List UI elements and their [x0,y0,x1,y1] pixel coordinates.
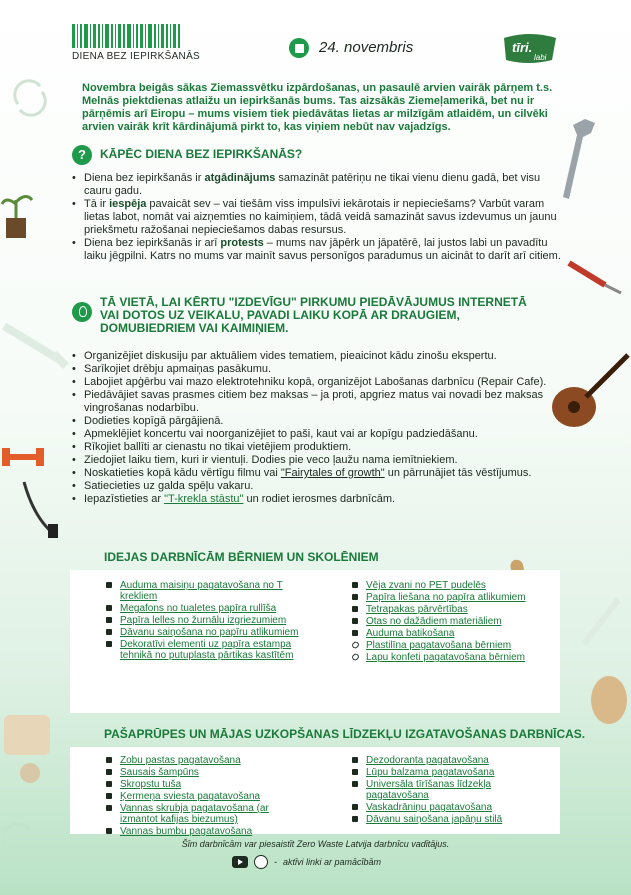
workshop-link[interactable]: Vannas skrubja pagatavošana (ar izmantot kafijas biezumus) [120,803,269,825]
workshop-link[interactable]: Dekoratīvi elementi uz papīra estampa tehnikā no putuplasta pārtikas kastītēm [120,639,294,661]
youtube-icon [106,757,112,763]
youtube-icon [352,816,358,822]
instead-list [72,350,562,506]
workshop-link[interactable]: Zobu pastas pagatavošana [120,755,241,766]
ginger-root-decoration [585,670,631,730]
jump-rope-decoration [14,478,64,538]
link-list-item [106,779,306,790]
lightbulb-icon [72,302,92,322]
youtube-icon [352,630,358,636]
workshop-link[interactable]: Skropstu tuša [120,779,182,790]
link-list-item [106,627,306,638]
link-list-item [106,755,306,766]
youtube-icon [106,828,112,834]
link-list-item [352,802,552,813]
workshop-link[interactable]: Auduma batikošana [366,628,455,639]
link-icon [254,855,268,869]
link-list-item [352,767,552,778]
workshop-link[interactable]: Plastilīna pagatavošana bērniem [366,640,512,651]
youtube-icon [352,769,358,775]
diena-bez-iepirksanas-logo [72,24,202,62]
link-list-item [106,791,306,802]
link-icon [351,652,360,661]
youtube-icon [106,605,112,611]
section-instead-heading: TĀ VIETĀ, LAI KĒRTU "IZDEVĪGU" PIRKUMU PIEDĀVĀJUMUS INTERNETĀ VAI DOTOS UZ VEIKALU, PAVADI LAIKU KOPĀ AR DRAUGIEM, DOMUBIEDRIEM VAI KAIMIŅIEM. [100,295,527,335]
link-list-item [352,592,552,603]
list-item: • Sarīkojiet drēbju apmaiņas pasākumu. [72,363,562,376]
link-list-item [106,615,306,626]
workshop-link[interactable]: Tetrapakas pārvērtības [366,604,468,615]
list-item: • Dodieties kopīgā pārgājienā. [72,415,562,428]
list-item: • Piedāvājiet savas prasmes citiem bez maksas – ja proti, apgriez matus vai novadi bez maksas vingrošanas nodarbību. [72,389,562,415]
barcode-icon [72,24,202,48]
logo-text: DIENA BEZ IEPIRKŠANĀS [72,51,201,62]
selfcare-workshops-col2 [352,755,552,826]
list-item: • Diena bez iepirkšanās ir arī protests – mums nav jāpērk un jāpatērē, lai justos labi un pavadītu laiku jēgpilni. Katrs no mums var mainīt savus personīgos paradumus un aicināt to darīt arī citiem. [72,237,562,263]
link-list-item [106,826,306,837]
soap-tray-decoration [0,705,60,785]
link-list-item [352,628,552,639]
wrench-outline-decoration [0,320,70,370]
list-item: • Organizējiet diskusiju par aktuāliem vides tematiem, pieaicinot kādu zinošu ekspertu. [72,350,562,363]
link-list-item [106,639,306,661]
kids-workshops-col1 [106,580,306,662]
selfcare-workshops-col1 [106,755,306,838]
youtube-icon [106,793,112,799]
section-why-heading: KĀPĒC DIENA BEZ IEPIRKŠANĀS? [100,147,303,161]
workshop-link[interactable]: Auduma maisiņu pagatavošana no T krekliem [120,580,283,602]
fairytales-of-growth-link[interactable]: "Fairytales of growth" [280,467,385,479]
list-item: • Tā ir iespēja pavaicāt sev – vai tiešām viss impulsīvi iekārotais ir nepieciešams? Varbūt varam lietas labot, nomāt vai aizņemties no kaimiņiem, tādā veidā samazināt savus izdevumus un jaunu priekšmetu ražošanai nepieciešamos dabas resursus. [72,198,562,237]
footer-legend: - aktīvi linki ar pamācībām [232,855,381,869]
youtube-icon [352,804,358,810]
workshop-link[interactable]: Dāvanu saiņošana japāņu stilā [366,814,503,825]
intro-paragraph: Novembra beigās sākas Ziemassvētku izpārdošanas, un pasaulē arvien vairāk pārņem t.s. Melnās piektdienas atlaižu un iepirkšanās bums. Tas aizsākās Ziemeļamerikā, bet nu ir pārņēmis arī Eiropu – mums visiem tiek piedāvātas lietas ar milzīgām atlaidēm, un cilvēki arvien vairāk krīt kārdinājumā pirkt to, kas viņiem nebūt nav vajadzīgs. [82,82,553,133]
link-list-item [106,767,306,778]
list-item: • Iepazīstieties ar "T-krekla stāstu" un rodiet ierosmes darbnīcām. [72,493,562,506]
link-list-item [352,814,552,825]
link-list-item [352,755,552,766]
workshop-link[interactable]: Lūpu balzama pagatavošana [366,767,495,778]
why-list [72,172,562,263]
youtube-icon [352,618,358,624]
footer-note: Šīm darbnīcām var piesaistīt Zero Waste Latvija darbnīcu vadītājus. [181,839,450,849]
plant-decoration [0,190,34,240]
link-list-item [352,616,552,627]
screwdriver-decoration [565,255,625,295]
kids-workshops-heading: IDEJAS DARBNĪCĀM BĒRNIEM UN SKOLĒNIEM [104,550,379,564]
workshop-link[interactable]: Universāla tīrīšanas līdzekļa pagatavošana [366,779,492,801]
youtube-icon [106,629,112,635]
list-item: • Rīkojiet ballīti ar cienastu no tikai vietējiem produktiem. [72,441,562,454]
link-list-item [106,803,306,825]
selfcare-workshops-box [70,747,560,837]
legend-text: aktīvi linki ar pamācībām [283,857,382,867]
wrench-decoration [555,115,605,205]
workshop-link[interactable]: Papīra liešana no papīra atlikumiem [366,592,526,603]
workshop-link[interactable]: Dāvanu saiņošana no papīru atlikumiem [120,627,299,638]
link-list-item [352,580,552,591]
kids-workshops-col2 [352,580,552,664]
youtube-icon [106,641,112,647]
workshop-link[interactable]: Vannas bumbu pagatavošana [120,826,253,837]
workshop-link[interactable]: Lapu konfeti pagatavošana bērniem [366,652,526,663]
event-date: 24. novembris [319,39,414,56]
workshop-link[interactable]: Sausais šampūns [120,767,199,778]
kids-workshops-box [70,570,560,713]
workshop-link[interactable]: Dezodoranta pagatavošana [366,755,489,766]
list-item: • Ziedojiet laiku tiem, kuri ir vientuļi. Dodies pie veco ļaužu nama iemītniekiem. [72,454,562,467]
list-item: • Apmeklējiet koncertu vai noorganizējiet to paši, kaut vai ar kopīgu padziedāšanu. [72,428,562,441]
workshop-link[interactable]: Otas no dažādiem materiāliem [366,616,502,627]
list-item: • Labojiet apģērbu vai mazo elektrotehniku kopā, organizējot Labošanas darbnīcu (Repair Cafe). [72,376,562,389]
workshop-link[interactable]: Papīra lelles no žurnālu izgriezumiem [120,615,287,626]
list-item: • Satiecieties uz galda spēļu vakaru. [72,480,562,493]
youtube-icon [106,582,112,588]
t-krekla-stasts-link[interactable]: "T-krekla stāstu" [164,493,244,505]
youtube-icon [352,606,358,612]
recycle-arrows-decoration [10,78,50,118]
link-list-item [352,779,552,801]
workshop-link[interactable]: Vaskadrāniņu pagatavošana [366,802,493,813]
svg-text:tīri.: tīri. [512,40,533,55]
svg-text:labi: labi [534,53,547,62]
youtube-icon [106,805,112,811]
link-list-item [352,652,552,663]
youtube-icon [352,594,358,600]
link-list-item [106,580,306,602]
workshop-link[interactable]: Vēja zvani no PET pudelēs [366,580,486,591]
link-icon [351,640,360,649]
link-list-item [106,603,306,614]
workshop-link[interactable]: Ķermeņa sviesta pagatavošana [120,791,261,802]
workshop-link[interactable]: Megafons no tualetes papīra rullīša [120,603,277,614]
list-item: • Diena bez iepirkšanās ir atgādinājums samazināt patēriņu ne tikai vienu dienu gadā, bet visu cauru gadu. [72,172,562,198]
list-item: • Noskatieties kopā kādu vērtīgu filmu vai "Fairytales of growth" un pārrunājiet tās vēstījumus. [72,467,562,480]
youtube-icon [352,781,358,787]
question-icon: ? [72,145,92,165]
selfcare-workshops-heading: PAŠAPRŪPES UN MĀJAS UZKOPŠANAS LĪDZEKĻU IZGATAVOŠANAS DARBNĪCAS. [104,727,586,741]
link-list-item [352,604,552,615]
calendar-icon [289,38,309,58]
tiri-labi-logo [500,32,562,66]
youtube-icon [106,617,112,623]
youtube-icon [232,856,248,868]
youtube-icon [106,781,112,787]
link-list-item [352,640,552,651]
youtube-icon [352,582,358,588]
dumbbells-decoration [0,440,50,480]
youtube-icon [352,757,358,763]
hammer-decoration [578,590,628,650]
youtube-icon [106,769,112,775]
